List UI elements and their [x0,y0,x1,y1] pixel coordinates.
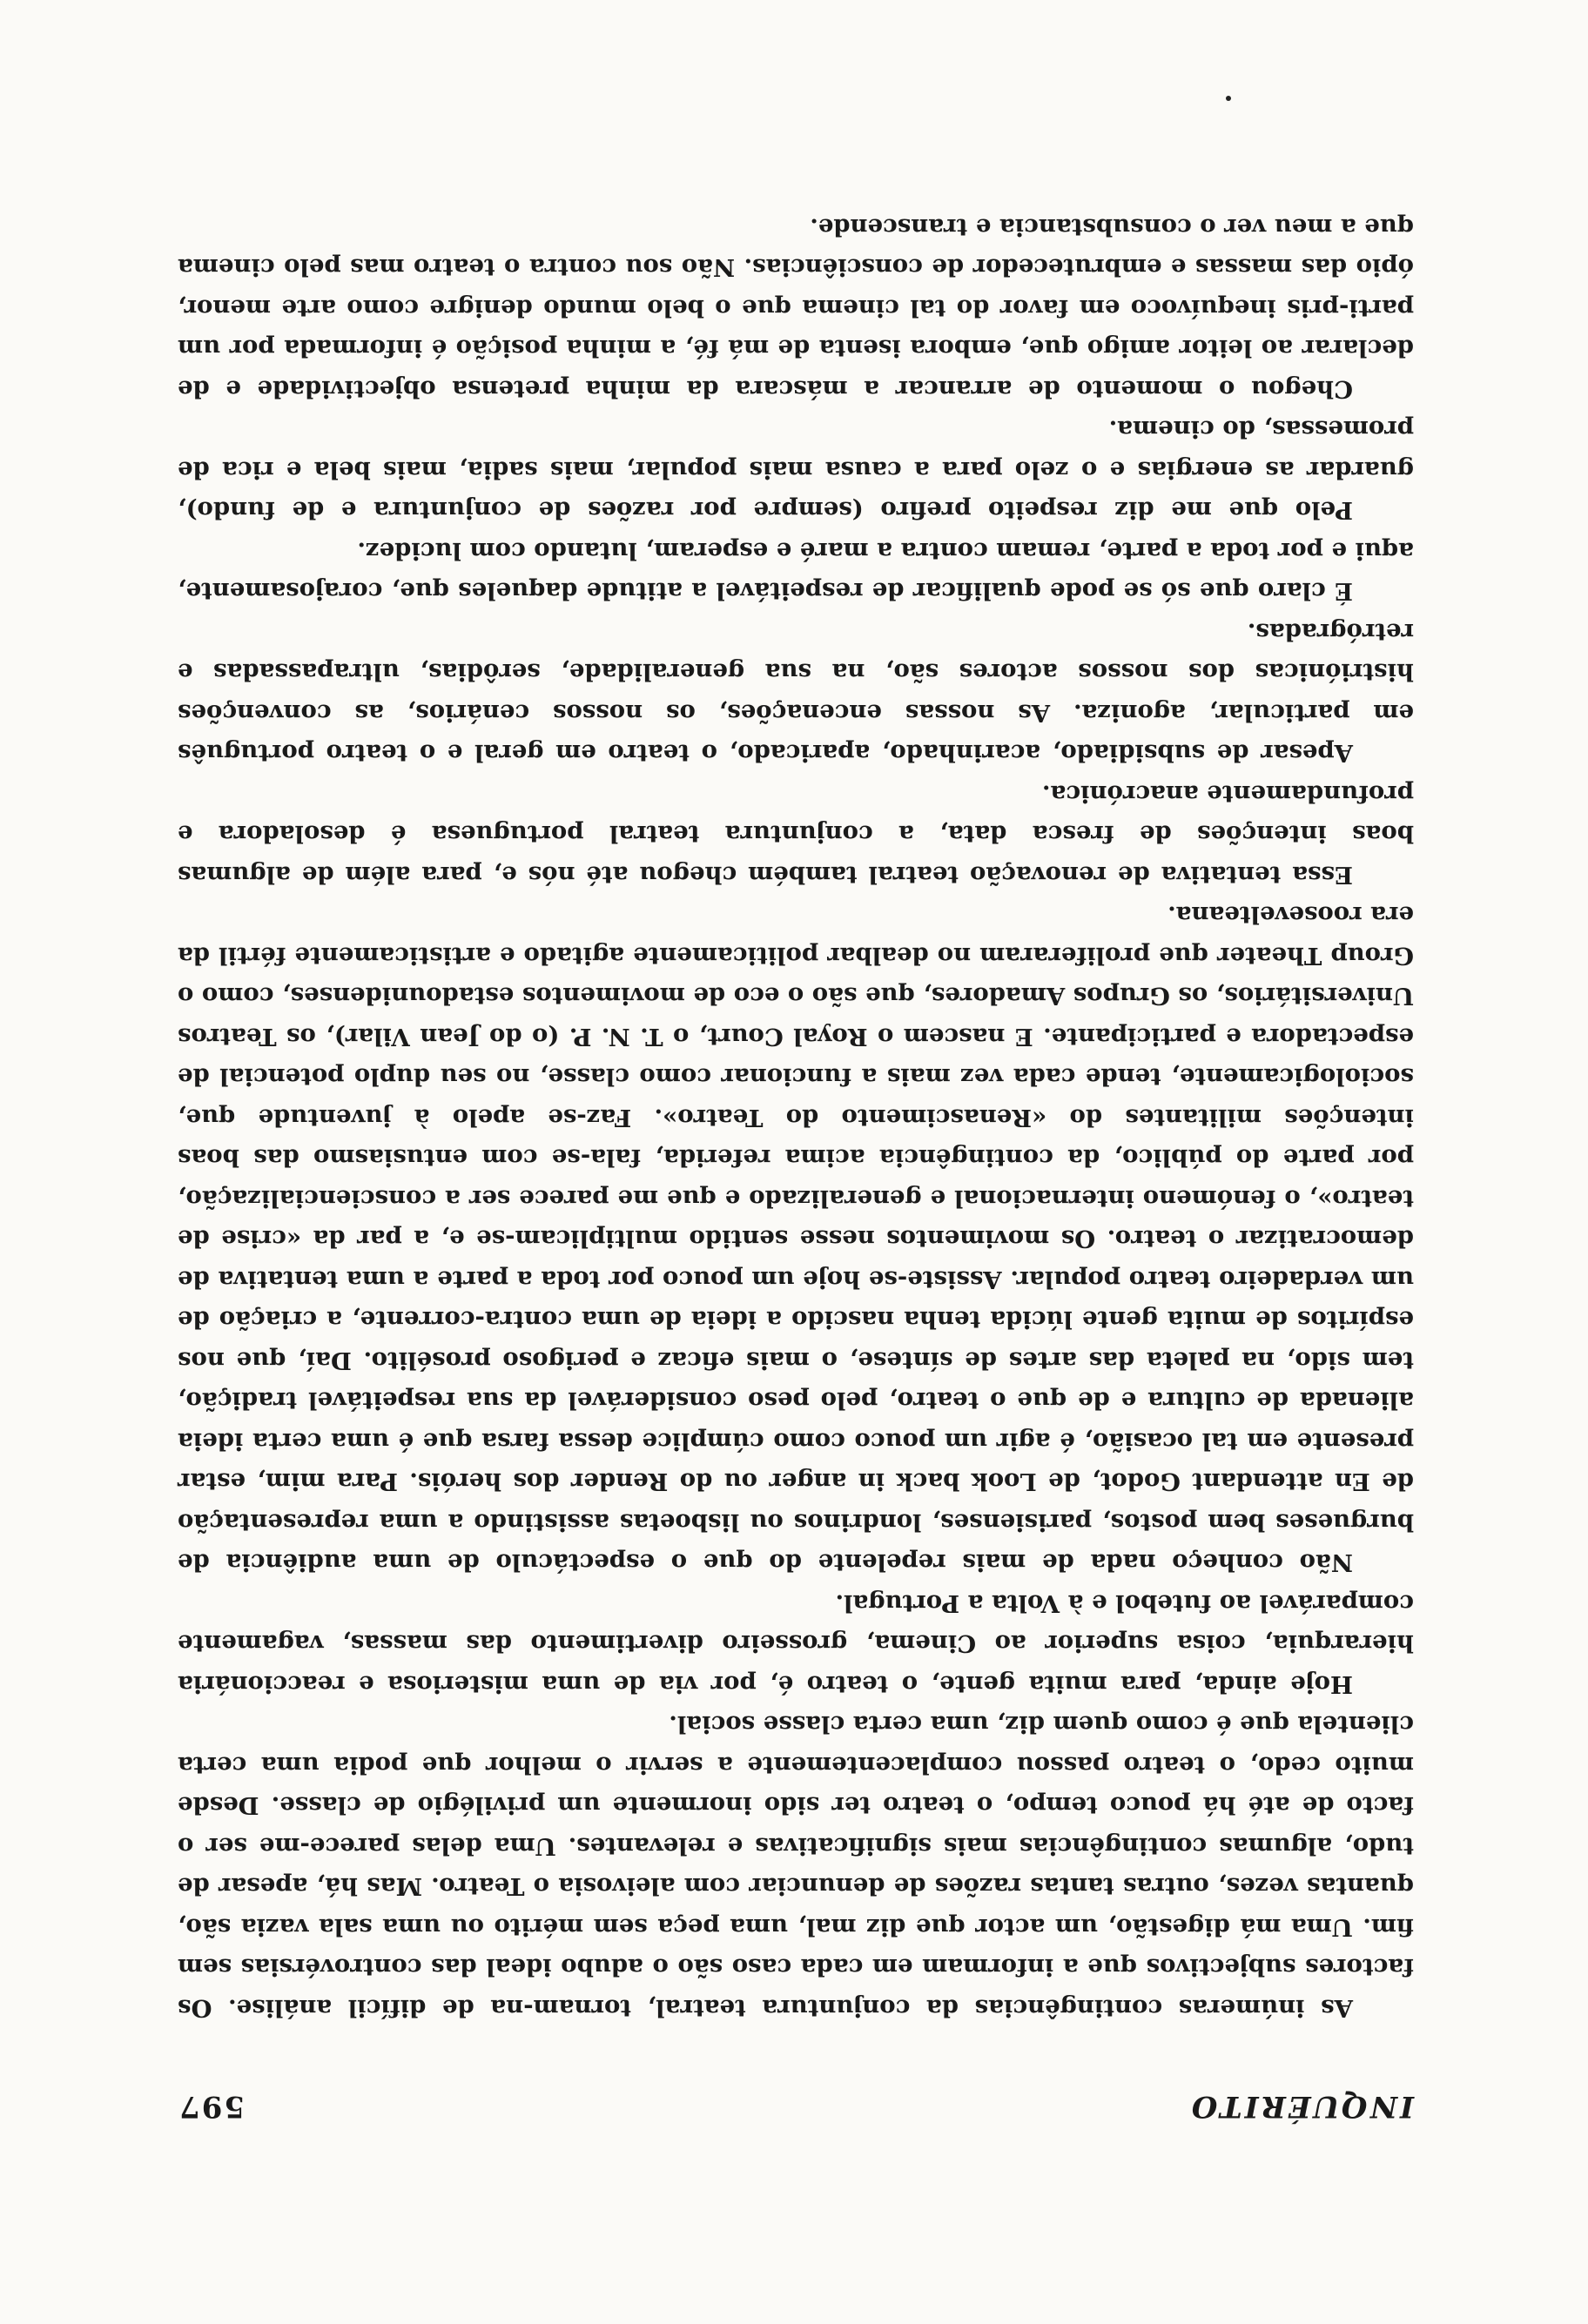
paragraph-5: Apesar de subsidiado, acarinhado, aparicado, o teatro em geral e o teatro português em particular, agoniza. As nossas encenações, os nossos cenários, as convenções histriónicas dos nossos actores são, na sua generalidade, serôdias, ultrapassadas e retrógradas. [178,618,1414,768]
paragraph-7: Pelo que me diz respeito prefiro (sempre por razões de conjuntura e de fundo), guardar as energias e o zelo para a causa mais popular, mais sadia, mais bela e rica de promessas, do cinema. [178,415,1414,525]
paragraph-2: Hoje ainda, para muita gente, o teatro é, por via de uma misteriosa e reaccionária hierarquia, coisa superior ao Cinema, grosseiro divertimento das massas, vagamente comparável ao futebol e à Volta a Portugal. [178,1589,1414,1698]
paragraph-1: As inúmeras contingências da conjuntura teatral, tornam-na de difícil análise. Os factores subjectivos que a informam em cada caso são o adubo ideal das controvérsias sem fim. Uma má digestão, um actor que diz mal, uma peça sem mérito ou uma sala vazia são, quantas vezes, outras tantas razões de denunciar com aleivosia o Teatro. Mas há, apesar de tudo, algumas contingências mais significativas e relevantes. Uma delas parece-me ser o facto de até há pouco tempo, o teatro ter sido inormente um privilégio de classe. Desde muito cedo, o teatro passou complacentemente a servir o melhor que podia uma certa clientela que é como quem diz, uma certa classe social. [178,1710,1414,2022]
ink-speck [1226,96,1231,101]
paragraph-3: Não conheço nada de mais repelente do que o espectáculo de uma audiência de burgueses bem postos, parisienses, londrinos ou lisboetas assistindo a uma representação de En attendant Godot, de Look back in anger ou do Render dos heróis. Para mim, estar presente em tal ocasião, é agir um pouco como cúmplice dessa farsa que é uma certa ideia alienada de cultura e de que o teatro, pelo peso considerável da sua respeitável tradição, tem sido, na paleta das artes de síntese, o mais eficaz e perigoso prosélito. Daí, que nos espíritos de muita gente lúcida tenha nascido a ideia de uma contra-corrente, a criação de um verdadeiro teatro popular. Assiste-se hoje um pouco por toda a parte a uma tentativa de democratizar o teatro. Os movimentos nesse sentido multiplicam-se e, a par da «crise de teatro», o fenómeno internacional e generalizado e que me parece ser a consciencialização, por parte do público, da contingência acima referida, fala-se com entusiasmo das boas intenções militantes do «Renascimento do Teatro». Faz-se apelo à juventude que, sociologicamente, tende cada vez mais a funcionar como classe, no seu duplo potencial de espectadora e participante. E nascem o Royal Court, o T. N. P. (o do Jean Vilar), os Teatros Universitários, os Grupos Amadores, que são o eco de movimentos estadounidenses, como o Group Theater que proliferaram no dealbar politicamente agitado e artisticamente fértil da era roosevelteana. [178,901,1414,1577]
running-head [178,2089,1414,2124]
paragraph-6: É claro que só se pode qualificar de respeitável a atitude daqueles que, corajosamente, aqui e por toda a parte, remam contra a maré e esperam, lutando com lucidez. [178,537,1414,606]
page-content [178,207,1414,2125]
running-head-title: INQUÉRITO [1188,2089,1414,2124]
paragraph-4: Essa tentativa de renovação teatral também chegou até nós e, para além de algumas boas intenções de fresca data, a conjuntura teatral portuguesa é desoladora e profundamente anacrónica. [178,780,1414,889]
paragraph-8: Chegou o momento de arrancar a máscara da minha pretensa objectividade e de declarar ao leitor amigo que, embora isenta de má fé, a minha posição é informada por um parti-pris inequívoco em favor do tal cinema que o belo mundo denigre como arte menor, ópio das massas e embrutecedor de consciências. Não sou contra o teatro mas pelo cinema que a meu ver o consubstancia e transcende. [178,213,1414,403]
page-number: 597 [178,2089,245,2124]
